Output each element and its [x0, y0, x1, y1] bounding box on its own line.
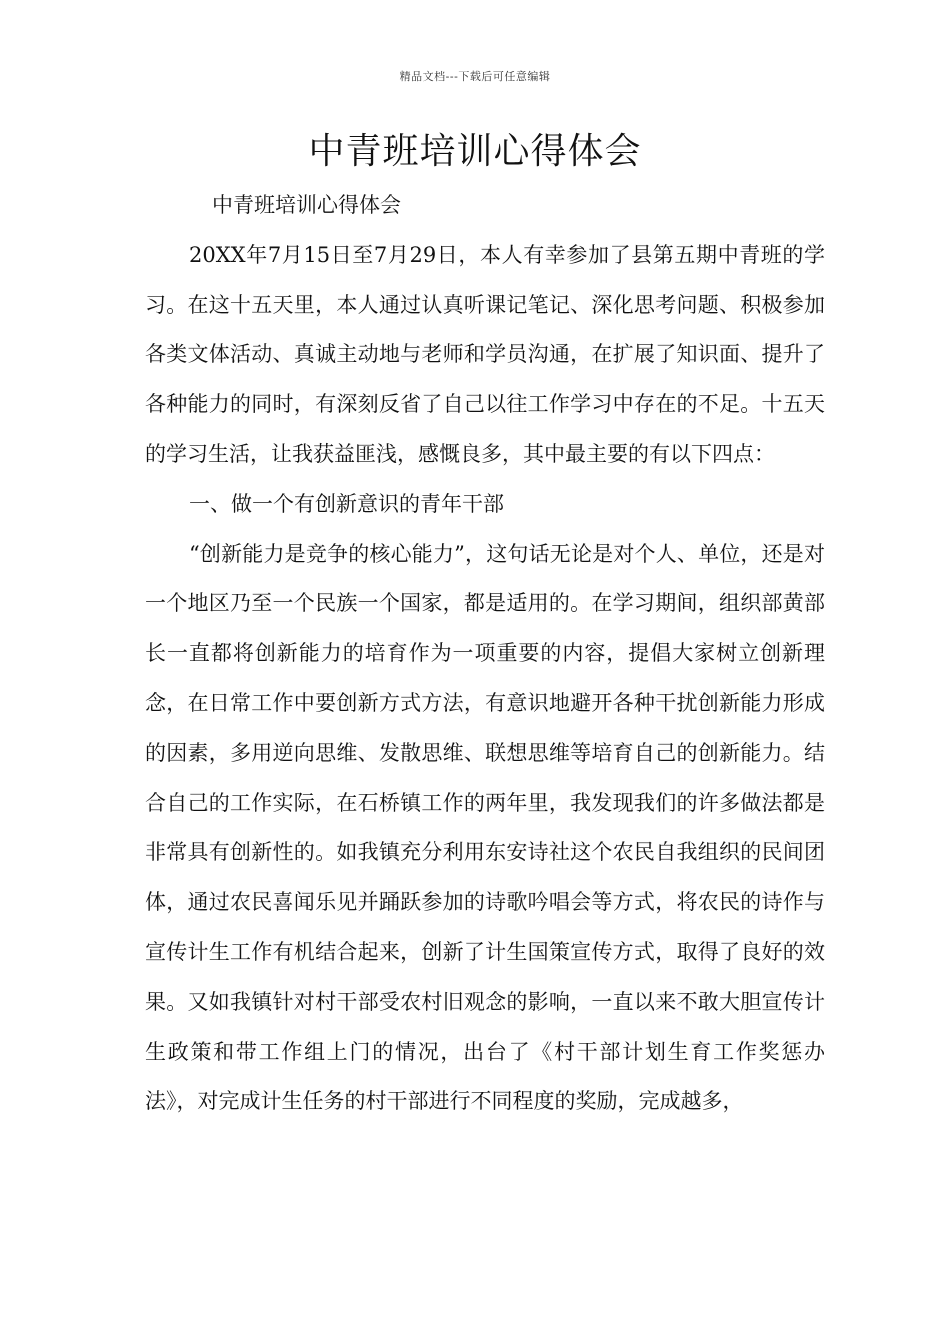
document-body: [145, 181, 825, 1127]
document-subtitle: 中青班培训心得体会: [212, 193, 401, 217]
page-header-note: 精品文档---下载后可任意编辑: [399, 70, 551, 83]
paragraph-innovation: “创新能力是竞争的核心能力”，这句话无论是对个人、单位，还是对一个地区乃至一个民族一个国家，都是适用的。在学习期间，组织部黄部长一直都将创新能力的培育作为一项重要的内容，提倡大家树立创新理念，在日常工作中要创新方式方法，有意识地避开各种干扰创新能力形成的因素，多用逆向思维、发散思维、联想思维等培育自己的创新能力。结合自己的工作实际，在石桥镇工作的两年里，我发现我们的许多做法都是非常具有创新性的。如我镇充分利用东安诗社这个农民自我组织的民间团体，通过农民喜闻乐见并踊跃参加的诗歌吟唱会等方式，将农民的诗作与宣传计生工作有机结合起来，创新了计生国策宣传方式，取得了良好的效果。又如我镇针对村干部受农村旧观念的影响，一直以来不敢大胆宣传计生政策和带工作组上门的情况，出台了《村干部计划生育工作奖惩办法》，对完成计生任务的村干部进行不同程度的奖励，完成越多，: [145, 541, 825, 1114]
paragraph-intro: 20XX年7月15日至7月29日，本人有幸参加了县第五期中青班的学习。在这十五天里，本人通过认真听课记笔记、深化思考问题、积极参加各类文体活动、真诚主动地与老师和学员沟通，在扩展了知识面、提升了各种能力的同时，有深刻反省了自己以往工作学习中存在的不足。十五天的学习生活，让我获益匪浅，感慨良多，其中最主要的有以下四点：: [145, 242, 825, 466]
section-heading: 一、做一个有创新意识的青年干部: [189, 491, 504, 516]
document-title: 中青班培训心得体会: [308, 131, 642, 172]
